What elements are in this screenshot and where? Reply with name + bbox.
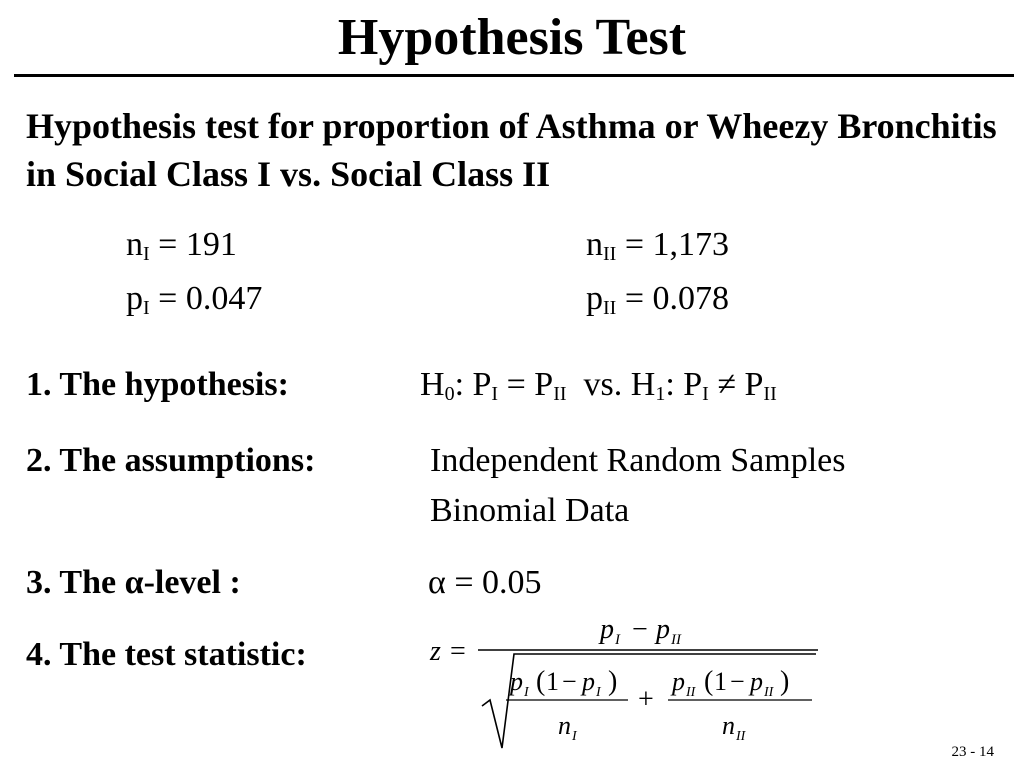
alpha-value: α = 0.05 <box>428 564 542 601</box>
assumption-item: Independent Random Samples <box>430 442 846 479</box>
n-two-number: 1,173 <box>652 226 730 263</box>
svg-text:p: p <box>750 667 763 696</box>
p-one-value: $p_I = 0.047$ <box>126 280 263 319</box>
n-one-number: 191 <box>185 226 237 263</box>
svg-text:1: 1 <box>546 667 559 696</box>
slide-title: Hypothesis Test <box>337 9 687 66</box>
svg-text:n: n <box>558 711 571 740</box>
svg-text:=: = <box>450 636 466 667</box>
assumption-item: Binomial Data <box>430 492 630 529</box>
svg-text:II: II <box>764 685 774 700</box>
test-statistic-formula <box>428 610 828 760</box>
alpha-label-prefix: 3. The <box>26 564 125 601</box>
assumptions-label: 2. The assumptions: <box>26 442 316 479</box>
p-two-value: $p_{II} = 0.078$ <box>586 280 730 319</box>
hypothesis-label: 1. The hypothesis: <box>26 366 289 403</box>
n-one-value: $n_I = 191$ <box>126 226 237 265</box>
hypothesis-statement: $H_0$: $P_I = P_{II}$ vs. $H_1$: $P_I \ne P_{II}$ <box>420 366 777 405</box>
svg-text:(: ( <box>704 666 714 697</box>
svg-text:I: I <box>615 632 620 648</box>
svg-text:II: II <box>686 685 696 700</box>
svg-text:p: p <box>600 614 614 645</box>
statistic-label: 4. The test statistic: <box>26 636 307 673</box>
svg-text:+: + <box>638 684 654 715</box>
intro-text: Hypothesis test for proportion of Asthma or Wheezy Bronchitis in Social Class I vs. Social Class II <box>26 106 997 194</box>
slide-number: 23 - 14 <box>951 744 994 760</box>
svg-text:1: 1 <box>714 667 727 696</box>
svg-text:(: ( <box>536 666 546 697</box>
alpha-label-suffix: -level : <box>143 564 241 601</box>
n-two-value: $n_{II} = 1,173$ <box>586 226 730 265</box>
svg-text:n: n <box>722 711 735 740</box>
title-divider <box>14 74 1014 77</box>
svg-text:p: p <box>672 667 685 696</box>
svg-text:p: p <box>656 614 670 645</box>
svg-text:I: I <box>524 685 529 700</box>
p-two-number: 0.078 <box>652 280 730 317</box>
svg-text:II: II <box>671 632 681 648</box>
svg-text:p: p <box>510 667 523 696</box>
svg-text:z: z <box>430 636 441 667</box>
alpha-label: 3. The α-level : <box>26 564 241 601</box>
svg-text:p: p <box>582 667 595 696</box>
svg-text:): ) <box>780 666 790 697</box>
svg-text:−: − <box>562 667 577 696</box>
svg-text:I: I <box>572 729 577 744</box>
svg-text:): ) <box>608 666 618 697</box>
svg-text:I: I <box>596 685 601 700</box>
alpha-number: 0.05 <box>482 564 542 601</box>
p-one-number: 0.047 <box>185 280 263 317</box>
svg-text:II: II <box>736 729 746 744</box>
svg-text:−: − <box>730 667 745 696</box>
svg-text:−: − <box>632 614 648 645</box>
